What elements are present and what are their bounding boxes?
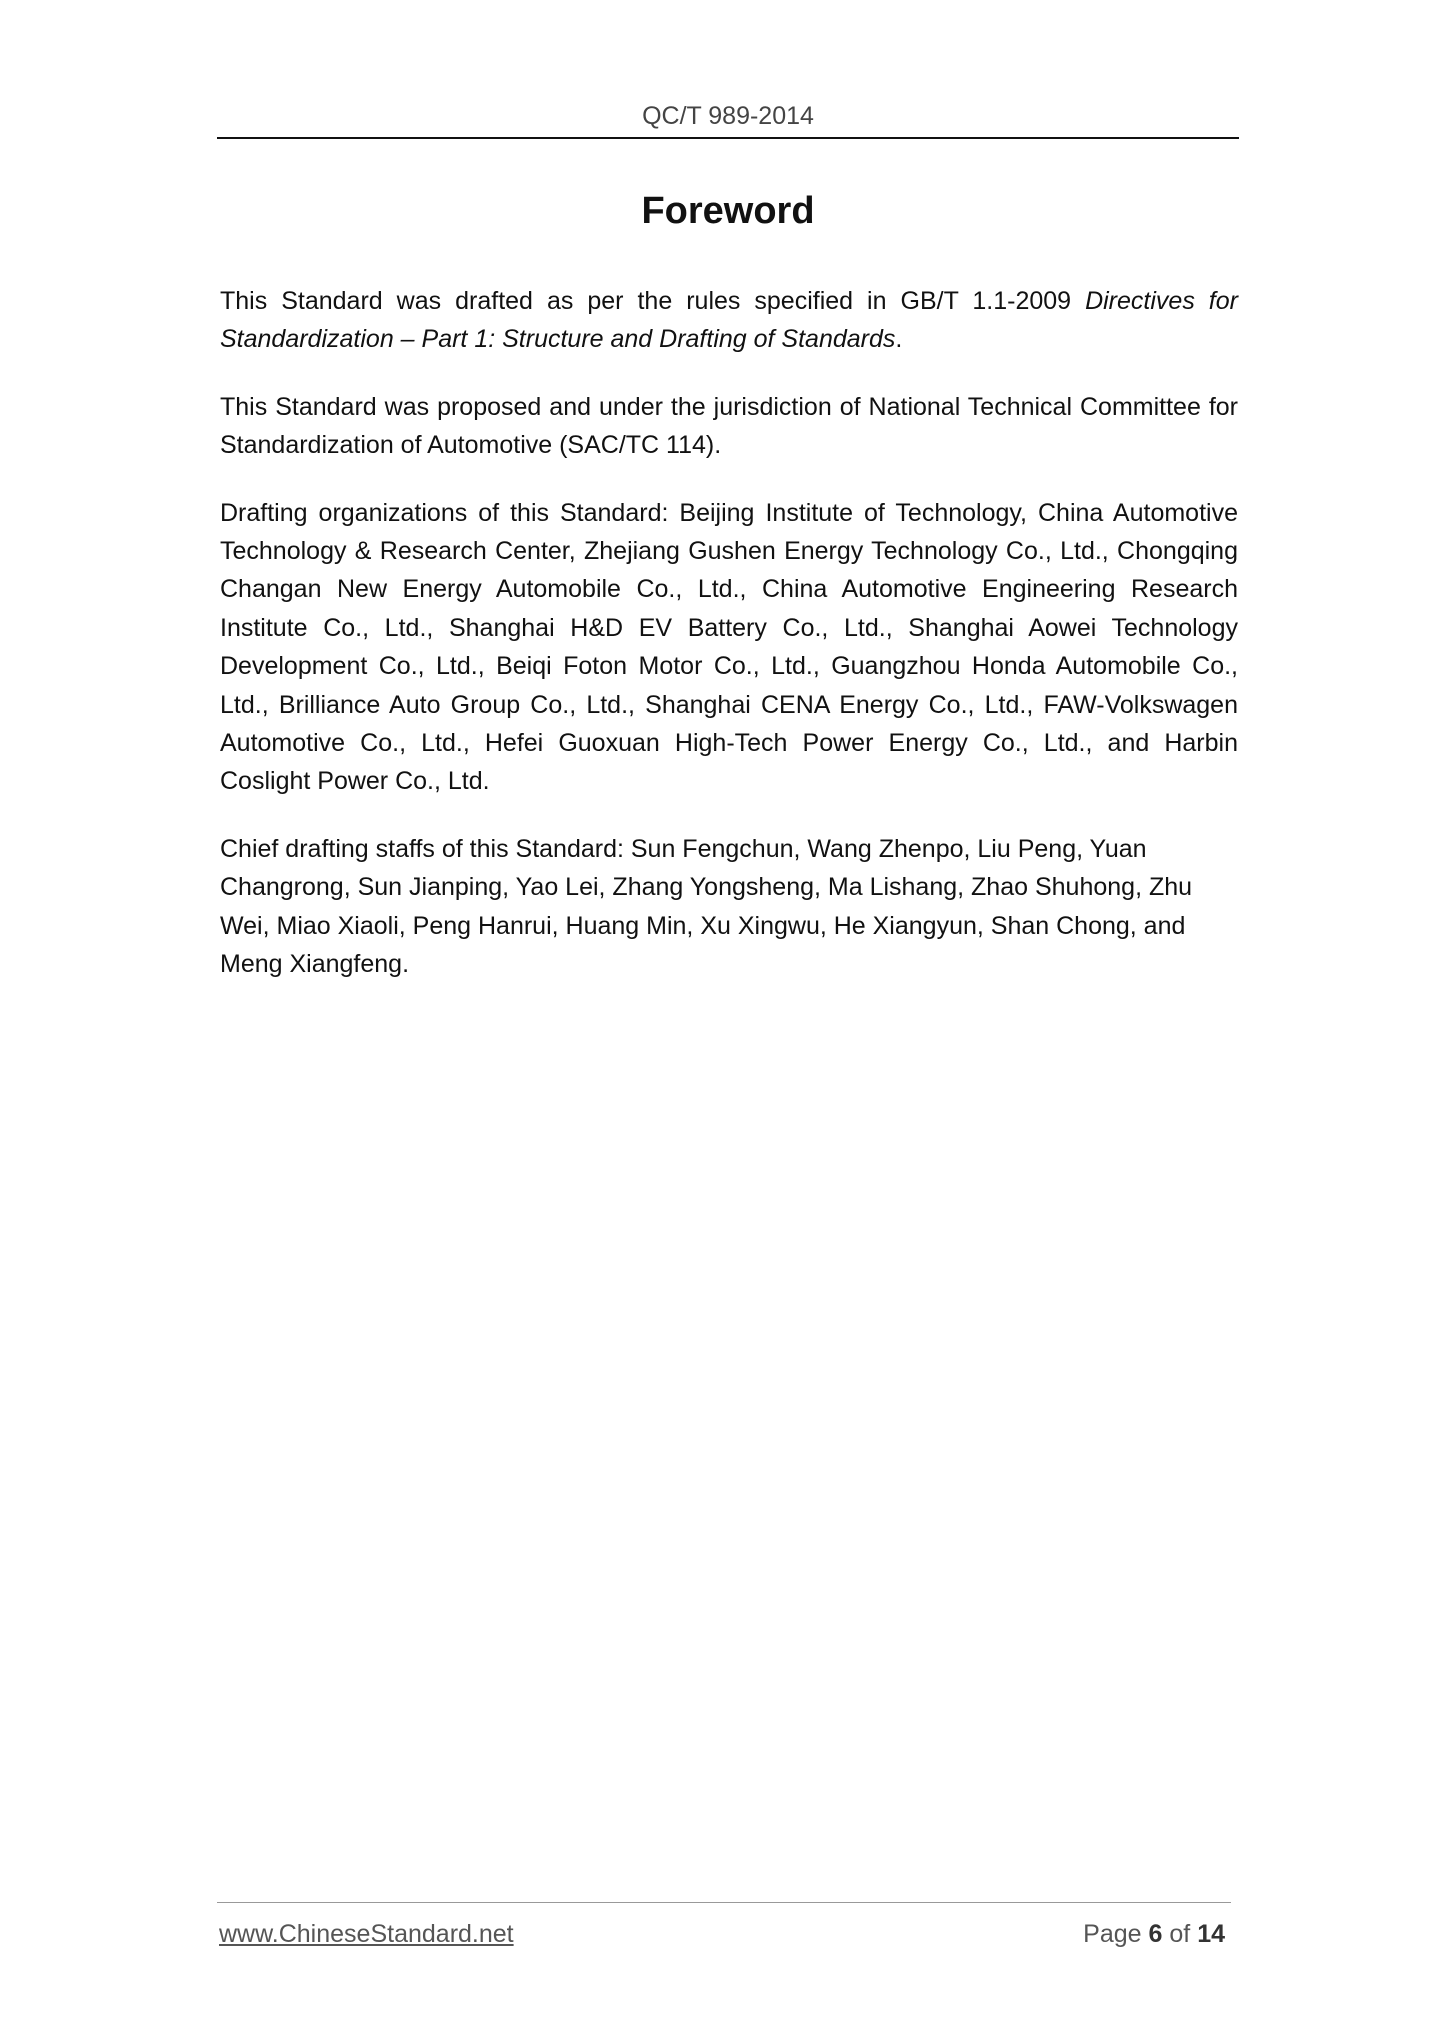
page-total: 14 — [1197, 1920, 1225, 1948]
page-label: Page — [1083, 1920, 1142, 1948]
page-of-label: of — [1169, 1920, 1191, 1948]
page-header-standard-code: QC/T 989-2014 — [642, 102, 814, 130]
header-divider — [217, 137, 1239, 139]
page-title: Foreword — [641, 190, 815, 232]
footer-divider — [217, 1902, 1231, 1903]
directives-title-italic: Directives for Standardization – Part 1: Structure and Drafting of Standards — [220, 287, 1238, 354]
foreword-body — [220, 282, 1238, 1013]
paragraph-drafting-rules — [220, 282, 1238, 359]
page-current: 6 — [1148, 1920, 1163, 1948]
paragraph-drafting-staffs: Chief drafting staffs of this Standard: Sun Fengchun, Wang Zhenpo, Liu Peng, Yuan Changrong, Sun Jianping, Yao Lei, Zhang Yongsheng, Ma Lishang, Zhao Shuhong, Zhu Wei, Miao Xiaoli, Peng Hanrui, Huang Min, Xu Xingwu, He Xiangyun, Shan Chong, and Meng Xiangfeng. — [220, 834, 1193, 979]
paragraph-jurisdiction: This Standard was proposed and under the jurisdiction of National Technical Committee for Standardization of Automotive (SAC/TC 114). — [220, 392, 1238, 460]
drafting-rules-text: This Standard was drafted as per the rules specified in GB/T 1.1-2009 — [220, 287, 1086, 315]
drafting-rules-period: . — [895, 325, 903, 354]
website-link[interactable]: www.ChineseStandard.net — [219, 1920, 514, 1948]
paragraph-drafting-organizations: Drafting organizations of this Standard: Beijing Institute of Technology, China Automotive Technology & Research Center, Zhejiang Gushen Energy Technology Co., Ltd., Chongqing Changan New Energy Automobile Co., Ltd., China Automotive Engineering Research Institute Co., Ltd., Shanghai H&D EV Battery Co., Ltd., Shanghai Aowei Technology Development Co., Ltd., Beiqi Foton Motor Co., Ltd., Guangzhou Honda Automobile Co., Ltd., Brilliance Auto Group Co., Ltd., Shanghai CENA Energy Co., Ltd., FAW-Volkswagen Automotive Co., Ltd., Hefei Guoxuan High-Tech Power Energy Co., Ltd., and Harbin Coslight Power Co., Ltd. — [220, 498, 1238, 796]
page-number — [1083, 1920, 1225, 1949]
